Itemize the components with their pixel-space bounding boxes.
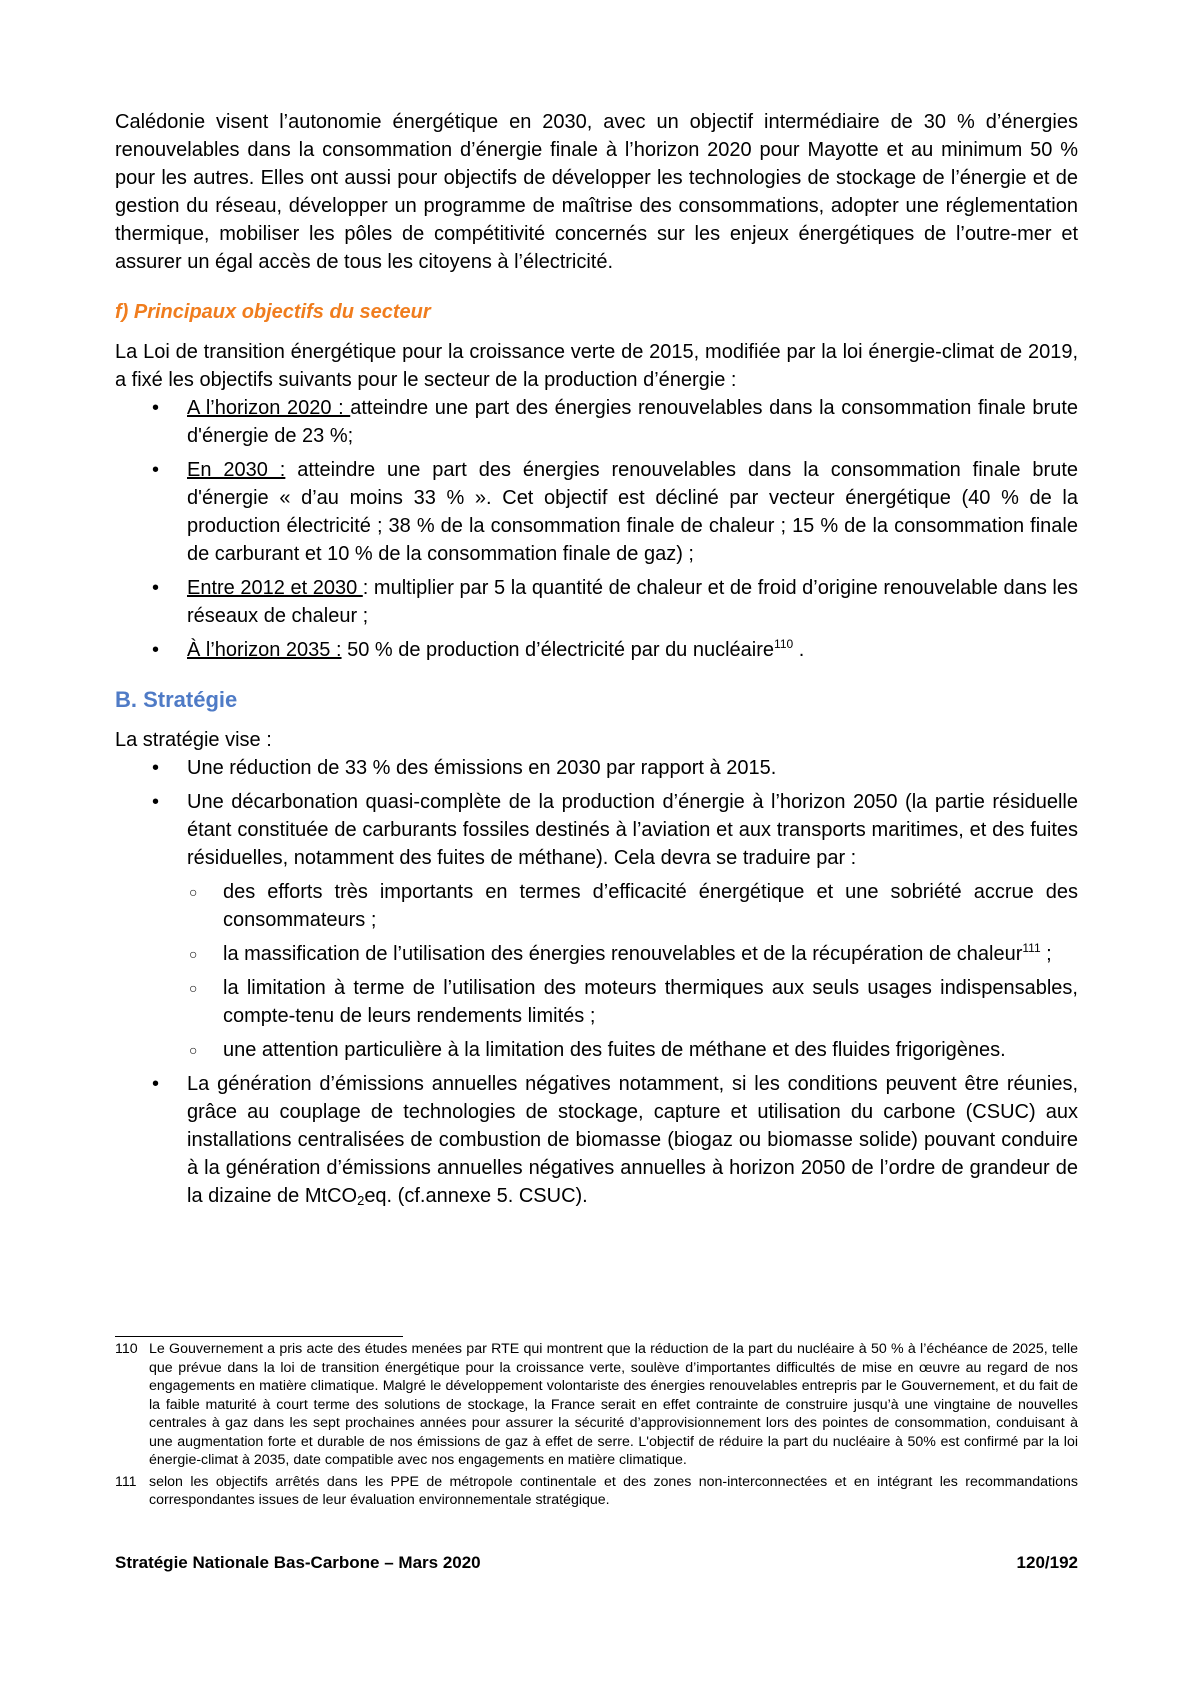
strategy-text: Une réduction de 33 % des émissions en 2030 par rapport à 2015.: [187, 757, 777, 779]
list-item: [115, 394, 1078, 450]
bullet-icon: •: [152, 397, 160, 419]
circle-bullet-icon: ○: [189, 884, 198, 900]
objective-text: atteindre une part des énergies renouvelables dans la consommation finale brute d'énergie « d’au moins 33 % ». Cet objectif est décliné par vecteur énergétique (40 % de la production électricité ; 38 % de la consommation finale de chaleur ; 15 % de la consommation finale de carburant et 10 % de la consommation finale de gaz) ;: [187, 459, 1079, 565]
strategy-text: Une décarbonation quasi-complète de la production d’énergie à l’horizon 2050 (la partie résiduelle étant constituée de carburants fossiles destinés à l’aviation et aux transports maritimes, et des fuites résiduelles, notamment des fuites de méthane). Cela devra se traduire par :: [187, 791, 1078, 869]
list-item: [115, 1070, 1078, 1210]
sub-item-text: la massification de l’utilisation des énergies renouvelables et de la récupération de chaleur: [223, 943, 1023, 965]
objective-text: : multiplier par 5 la quantité de chaleur et de froid d’origine renouvelable dans les réseaux de chaleur ;: [187, 577, 1078, 627]
bullet-icon: •: [152, 639, 160, 661]
footnote: [115, 1473, 1078, 1510]
strategy-text: La génération d’émissions annuelles négatives notamment, si les conditions peuvent être réunies, grâce au couplage de technologies de stockage, capture et utilisation du carbone (CSUC) aux installations centralisées de combustion de biomasse (biogaz ou biomasse solide) pouvant conduire à la génération d’émissions annuelles négatives annuelles à horizon 2050 de l’ordre de grandeur de la dizaine de MtCO: [187, 1073, 1078, 1207]
objective-label: Entre 2012 et 2030: [187, 577, 363, 599]
list-item: [115, 636, 1078, 664]
objective-text: atteindre une part des énergies renouvelables dans la consommation finale brute d'énergie de 23 %;: [187, 397, 1078, 447]
sub-list-item: [187, 974, 1078, 1030]
objective-label: A l’horizon 2020 :: [187, 397, 351, 419]
sub-list-item: [187, 878, 1078, 934]
bullet-icon: •: [152, 791, 160, 813]
objective-tail: .: [793, 639, 805, 661]
sub-item-text: une attention particulière à la limitation des fuites de méthane et des fluides frigorigènes.: [223, 1039, 1006, 1061]
sub-list-item: [187, 940, 1078, 968]
footnote-ref-110[interactable]: 110: [774, 637, 794, 651]
section-b-heading: B. Stratégie: [115, 687, 238, 712]
circle-bullet-icon: ○: [189, 946, 198, 962]
footnote-text: selon les objectifs arrêtés dans les PPE de métropole continentale et des zones non-interconnectées et en intégrant les recommandations correspondantes issues de leur évaluation environnementale stratégique.: [149, 1473, 1078, 1508]
section-f-lead: La Loi de transition énergétique pour la croissance verte de 2015, modifiée par la loi énergie-climat de 2019, a fixé les objectifs suivants pour le secteur de la production d’énergie :: [115, 341, 1078, 391]
intro-paragraph: Calédonie visent l’autonomie énergétique en 2030, avec un objectif intermédiaire de 30 % d’énergies renouvelables dans la consommation d’énergie finale à l’horizon 2020 pour Mayotte et au minimum 50 % pour les autres. Elles ont aussi pour objectifs de développer les technologies de stockage de l’énergie et de gestion du réseau, développer un programme de maîtrise des consommations, adopter une réglementation thermique, mobiliser les pôles de compétitivité concernés sur les enjeux énergétiques de l’outre-mer et assurer un égal accès de tous les citoyens à l’électricité.: [115, 111, 1078, 273]
sub-list: [187, 878, 1078, 1064]
sub-list-item: [187, 1036, 1078, 1064]
footnote-ref-111[interactable]: 111: [1022, 941, 1041, 955]
sub-item-text: des efforts très importants en termes d’efficacité énergétique et une sobriété accrue des consommateurs ;: [223, 881, 1078, 931]
sub-item-tail: ;: [1040, 943, 1052, 965]
objective-label: À l’horizon 2035 :: [187, 639, 342, 661]
strategy-text-end: eq. (cf.annexe 5. CSUC).: [364, 1185, 588, 1207]
sub-item-text: la limitation à terme de l’utilisation des moteurs thermiques aux seuls usages indispensables, compte-tenu de leurs rendements limités ;: [223, 977, 1078, 1027]
footer-title: Stratégie Nationale Bas-Carbone – Mars 2020: [115, 1553, 481, 1572]
footnote-text: Le Gouvernement a pris acte des études menées par RTE qui montrent que la réduction de la part du nucléaire à 50 % à l’échéance de 2025, telle que prévue dans la loi de transition énergétique pour la croissance verte, soulève d’importantes difficultés de mise en œuvre au regard de nos engagements en matière climatique. Malgré le développement volontariste des énergies renouvelables entrepris par le Gouvernement, et du fait de la faible maturité à court terme des solutions de stockage, la France serait en effet contrainte de construire jusqu’à une vingtaine de nouvelles centrales à gaz dans les sept prochaines années pour assurer la sécurité d’approvisionnement lors des pointes de consommation, conduisant à une augmentation forte et durable de nos émissions de gaz à effet de serre. L'objectif de réduire la part du nucléaire à 50% est confirmé par la loi énergie-climat à 2035, date compatible avec nos engagements en matière climatique.: [149, 1341, 1078, 1468]
page-body: [115, 108, 1078, 1216]
page-number: 120/192: [1016, 1553, 1078, 1572]
footnote-separator: [115, 1336, 403, 1337]
footnote: [115, 1340, 1078, 1470]
list-item: [115, 788, 1078, 1064]
footnote-number: 111: [115, 1473, 137, 1490]
subscript: 2: [357, 1193, 365, 1208]
bullet-icon: •: [152, 1073, 160, 1095]
list-item: [115, 456, 1078, 568]
bullet-icon: •: [152, 577, 160, 599]
circle-bullet-icon: ○: [189, 980, 198, 996]
objective-text: 50 % de production d’électricité par du nucléaire: [341, 639, 775, 661]
list-item: [115, 754, 1078, 782]
section-b-lead: La stratégie vise :: [115, 729, 272, 751]
bullet-icon: •: [152, 459, 160, 481]
objectives-list: [115, 394, 1078, 664]
page-footer: [115, 1552, 1078, 1574]
objective-label: En 2030 :: [187, 459, 286, 481]
strategy-list: [115, 754, 1078, 1210]
footnotes: [115, 1340, 1078, 1513]
footnote-number: 110: [115, 1341, 138, 1357]
circle-bullet-icon: ○: [189, 1042, 198, 1058]
bullet-icon: •: [152, 757, 160, 779]
list-item: [115, 574, 1078, 630]
section-f-heading: f) Principaux objectifs du secteur: [115, 301, 431, 323]
